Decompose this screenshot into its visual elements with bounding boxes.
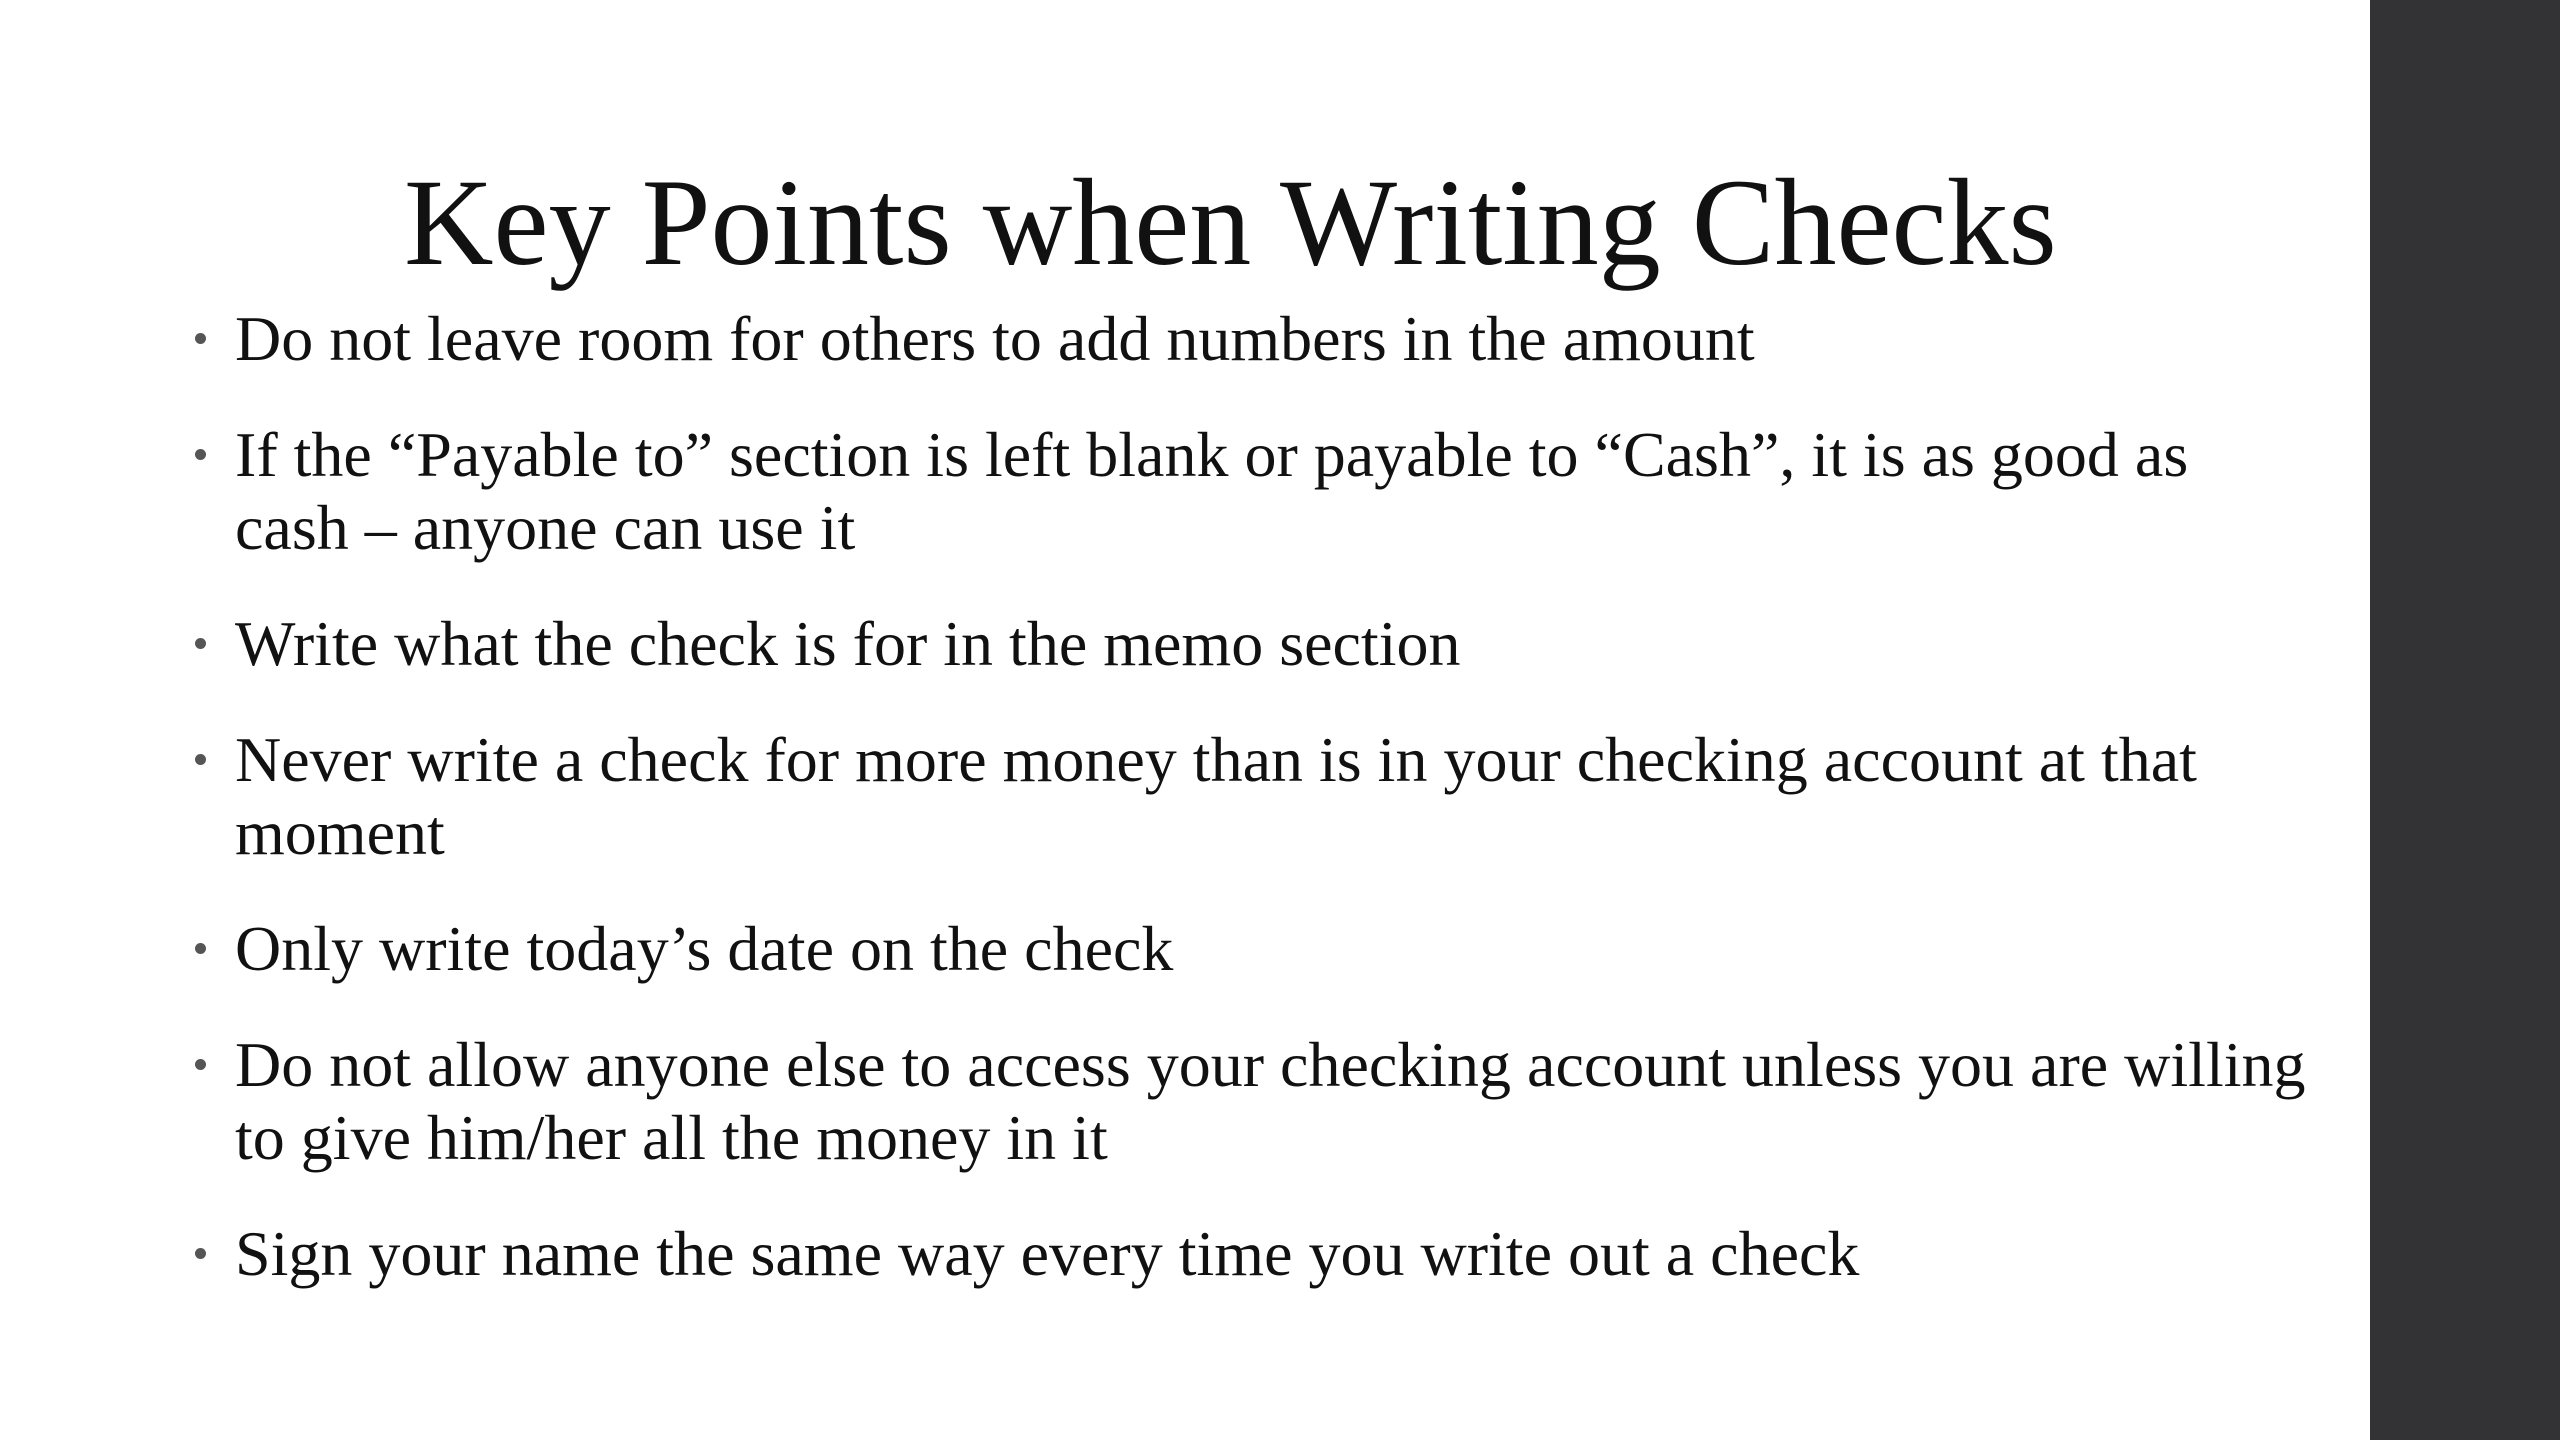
bullet-dot-icon — [195, 943, 206, 954]
bullet-text: Never write a check for more money than is in your checking account at that moment — [235, 724, 2197, 868]
side-accent-bar — [2370, 0, 2560, 1440]
bullet-text: Do not allow anyone else to access your checking account unless you are willing to give him/her all the money in it — [235, 1029, 2306, 1173]
bullet-item — [190, 723, 2310, 869]
bullet-item — [190, 302, 2310, 375]
bullet-item — [190, 1217, 2310, 1290]
bullet-text: If the “Payable to” section is left blank or payable to “Cash”, it is as good as cash – anyone can use it — [235, 419, 2189, 563]
bullet-dot-icon — [195, 449, 206, 460]
bullet-item — [190, 1028, 2310, 1174]
bullet-text: Sign your name the same way every time you write out a check — [235, 1218, 1860, 1289]
bullet-text: Do not leave room for others to add numbers in the amount — [235, 303, 1755, 374]
bullet-text: Write what the check is for in the memo section — [235, 608, 1461, 679]
bullet-list — [190, 302, 2310, 1333]
slide-title: Key Points when Writing Checks — [404, 154, 2057, 291]
bullet-dot-icon — [195, 754, 206, 765]
bullet-text: Only write today’s date on the check — [235, 913, 1174, 984]
bullet-dot-icon — [195, 1059, 206, 1070]
bullet-item — [190, 607, 2310, 680]
bullet-dot-icon — [195, 638, 206, 649]
bullet-item — [190, 418, 2310, 564]
bullet-dot-icon — [195, 333, 206, 344]
bullet-dot-icon — [195, 1248, 206, 1259]
bullet-item — [190, 912, 2310, 985]
